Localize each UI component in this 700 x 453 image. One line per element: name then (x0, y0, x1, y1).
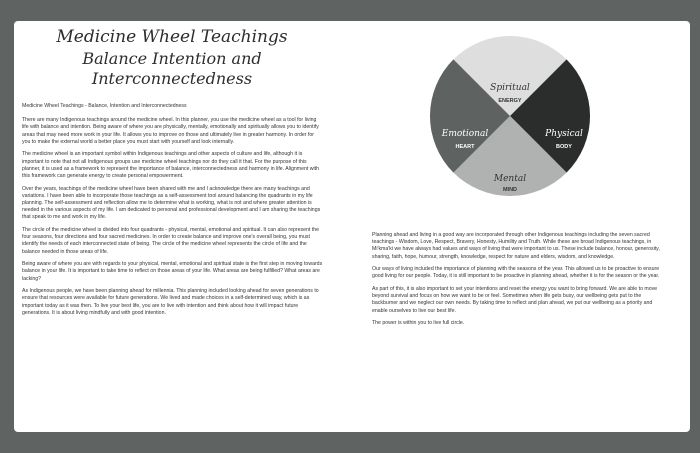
emotional-label: Emotional (441, 129, 489, 139)
right-column (372, 232, 664, 333)
left-paragraph-2: The medicine wheel is an important symbol within Indigenous teachings and other aspects of culture and life, although it is important to note that not all Indigenous groups use medicine wheel teachings nor do they call it that. For the purpose of this planner, it is used as a framework to represent the importance of balance, interconnectedness and harmony in life. Alignment with this framework can generate energy to create personal empowerment. (22, 151, 320, 180)
right-paragraph-3: As part of this, it is also important to set your intentions and reset the energy you want to bring forward. We are able to move beyond survival and focus on how we want to be or feel. Sometimes when life gets busy, our wellbeing gets put to the backburner and we neglect our own needs. By taking time to reflect and plan ahead, we put our wellbeing as a priority and enable ourselves to live our best life. (372, 286, 658, 314)
medicine-wheel (430, 36, 590, 196)
title-line-2: Balance Intention and Interconnectedness (82, 49, 262, 88)
left-paragraph-3: Over the years, teachings of the medicine wheel have been shared with me and I acknowledge there are many teachings and variations. I have been able to incorporate those teachings as a self-assessment tool around balancing the quadrants in my life planning. The self-assessment and reflection allow me to determine what is working, what is not and where greater attention is needed in the various aspects of my life. I am dedicated to personal and professional development and I am sharing the teachings that speak to me and work in my life. (22, 185, 321, 221)
mental-sublabel: MIND (502, 187, 518, 193)
right-paragraph-4: The power is within you to live full circle. (372, 320, 465, 327)
left-paragraph-6: As Indigenous people, we have been planning ahead for millennia. This planning included looking ahead for seven generations to ensure that resources were available for future generations. We lived and made choices in a self-determined way, which is as important today as it was then. To live your best life, you are to live with intention and think about how it will impact future generations. It is about living mindfully and with good intention. (22, 288, 319, 316)
emotional-sublabel: HEART (455, 144, 475, 150)
right-paragraph-1: Planning ahead and living in a good way are incorporated through other Indigenous teachings including the seven sacred teachings - Wisdom, Love, Respect, Bravery, Honesty, Humility and Truth. While these are broad Indigenous teachings, in Mi'kma'ki we have always had values and ways of living that were important to us. These include balance, honour, generosity, sharing, faith, hope, humour, strength, knowledge, respect for nature and elders, wisdom, and knowledge. (372, 232, 660, 260)
mental-label: Mental (493, 174, 527, 184)
left-column (22, 103, 323, 322)
left-paragraph-1: There are many Indigenous teachings around the medicine wheel. In this planner, you use the medicine wheel as a tool for living life with balance and intention. Being aware of where you are physically, mentally, emotionally and spiritually allows you to identify areas that may need more work in your life. It allows you to improve on those and ultimately live in greater harmony. In order for you to make the external world a better place you must start with yourself and look internally. (22, 117, 319, 145)
spiritual-label: Spiritual (490, 83, 530, 93)
page-title (22, 27, 322, 88)
left-paragraph-4: The circle of the medicine wheel is divided into four quadrants - physical, mental, emotional and spiritual. It can also represent the four seasons, four directions and four sacred medicines. In order to create balance and improve one's overall being, you must identify the needs of each interconnected state of being. The circle of the medicine wheel represents the circle of life and the balance needed in those areas of life. (22, 227, 319, 255)
section-heading: Medicine Wheel Teachings - Balance, Intention and Interconnectedness (22, 103, 187, 109)
physical-sublabel: BODY (556, 144, 572, 150)
right-paragraph-2: Our ways of living included the importance of planning with the seasons of the year. This allowed us to be proactive to ensure good living for our people. Today, it is still important to be proactive in planning ahead, whether it is for the season or the year. (372, 266, 660, 280)
physical-label: Physical (545, 129, 583, 139)
spiritual-sublabel: ENERGY (498, 98, 522, 104)
title-line-1: Medicine Wheel Teachings (56, 27, 288, 47)
left-paragraph-5: Being aware of where you are with regards to your physical, mental, emotional and spiritual state is the first step in moving towards balance in your life. It is important to take time to reflect on those areas of your life. What areas are being fulfilled? What areas are lacking? (22, 261, 323, 282)
